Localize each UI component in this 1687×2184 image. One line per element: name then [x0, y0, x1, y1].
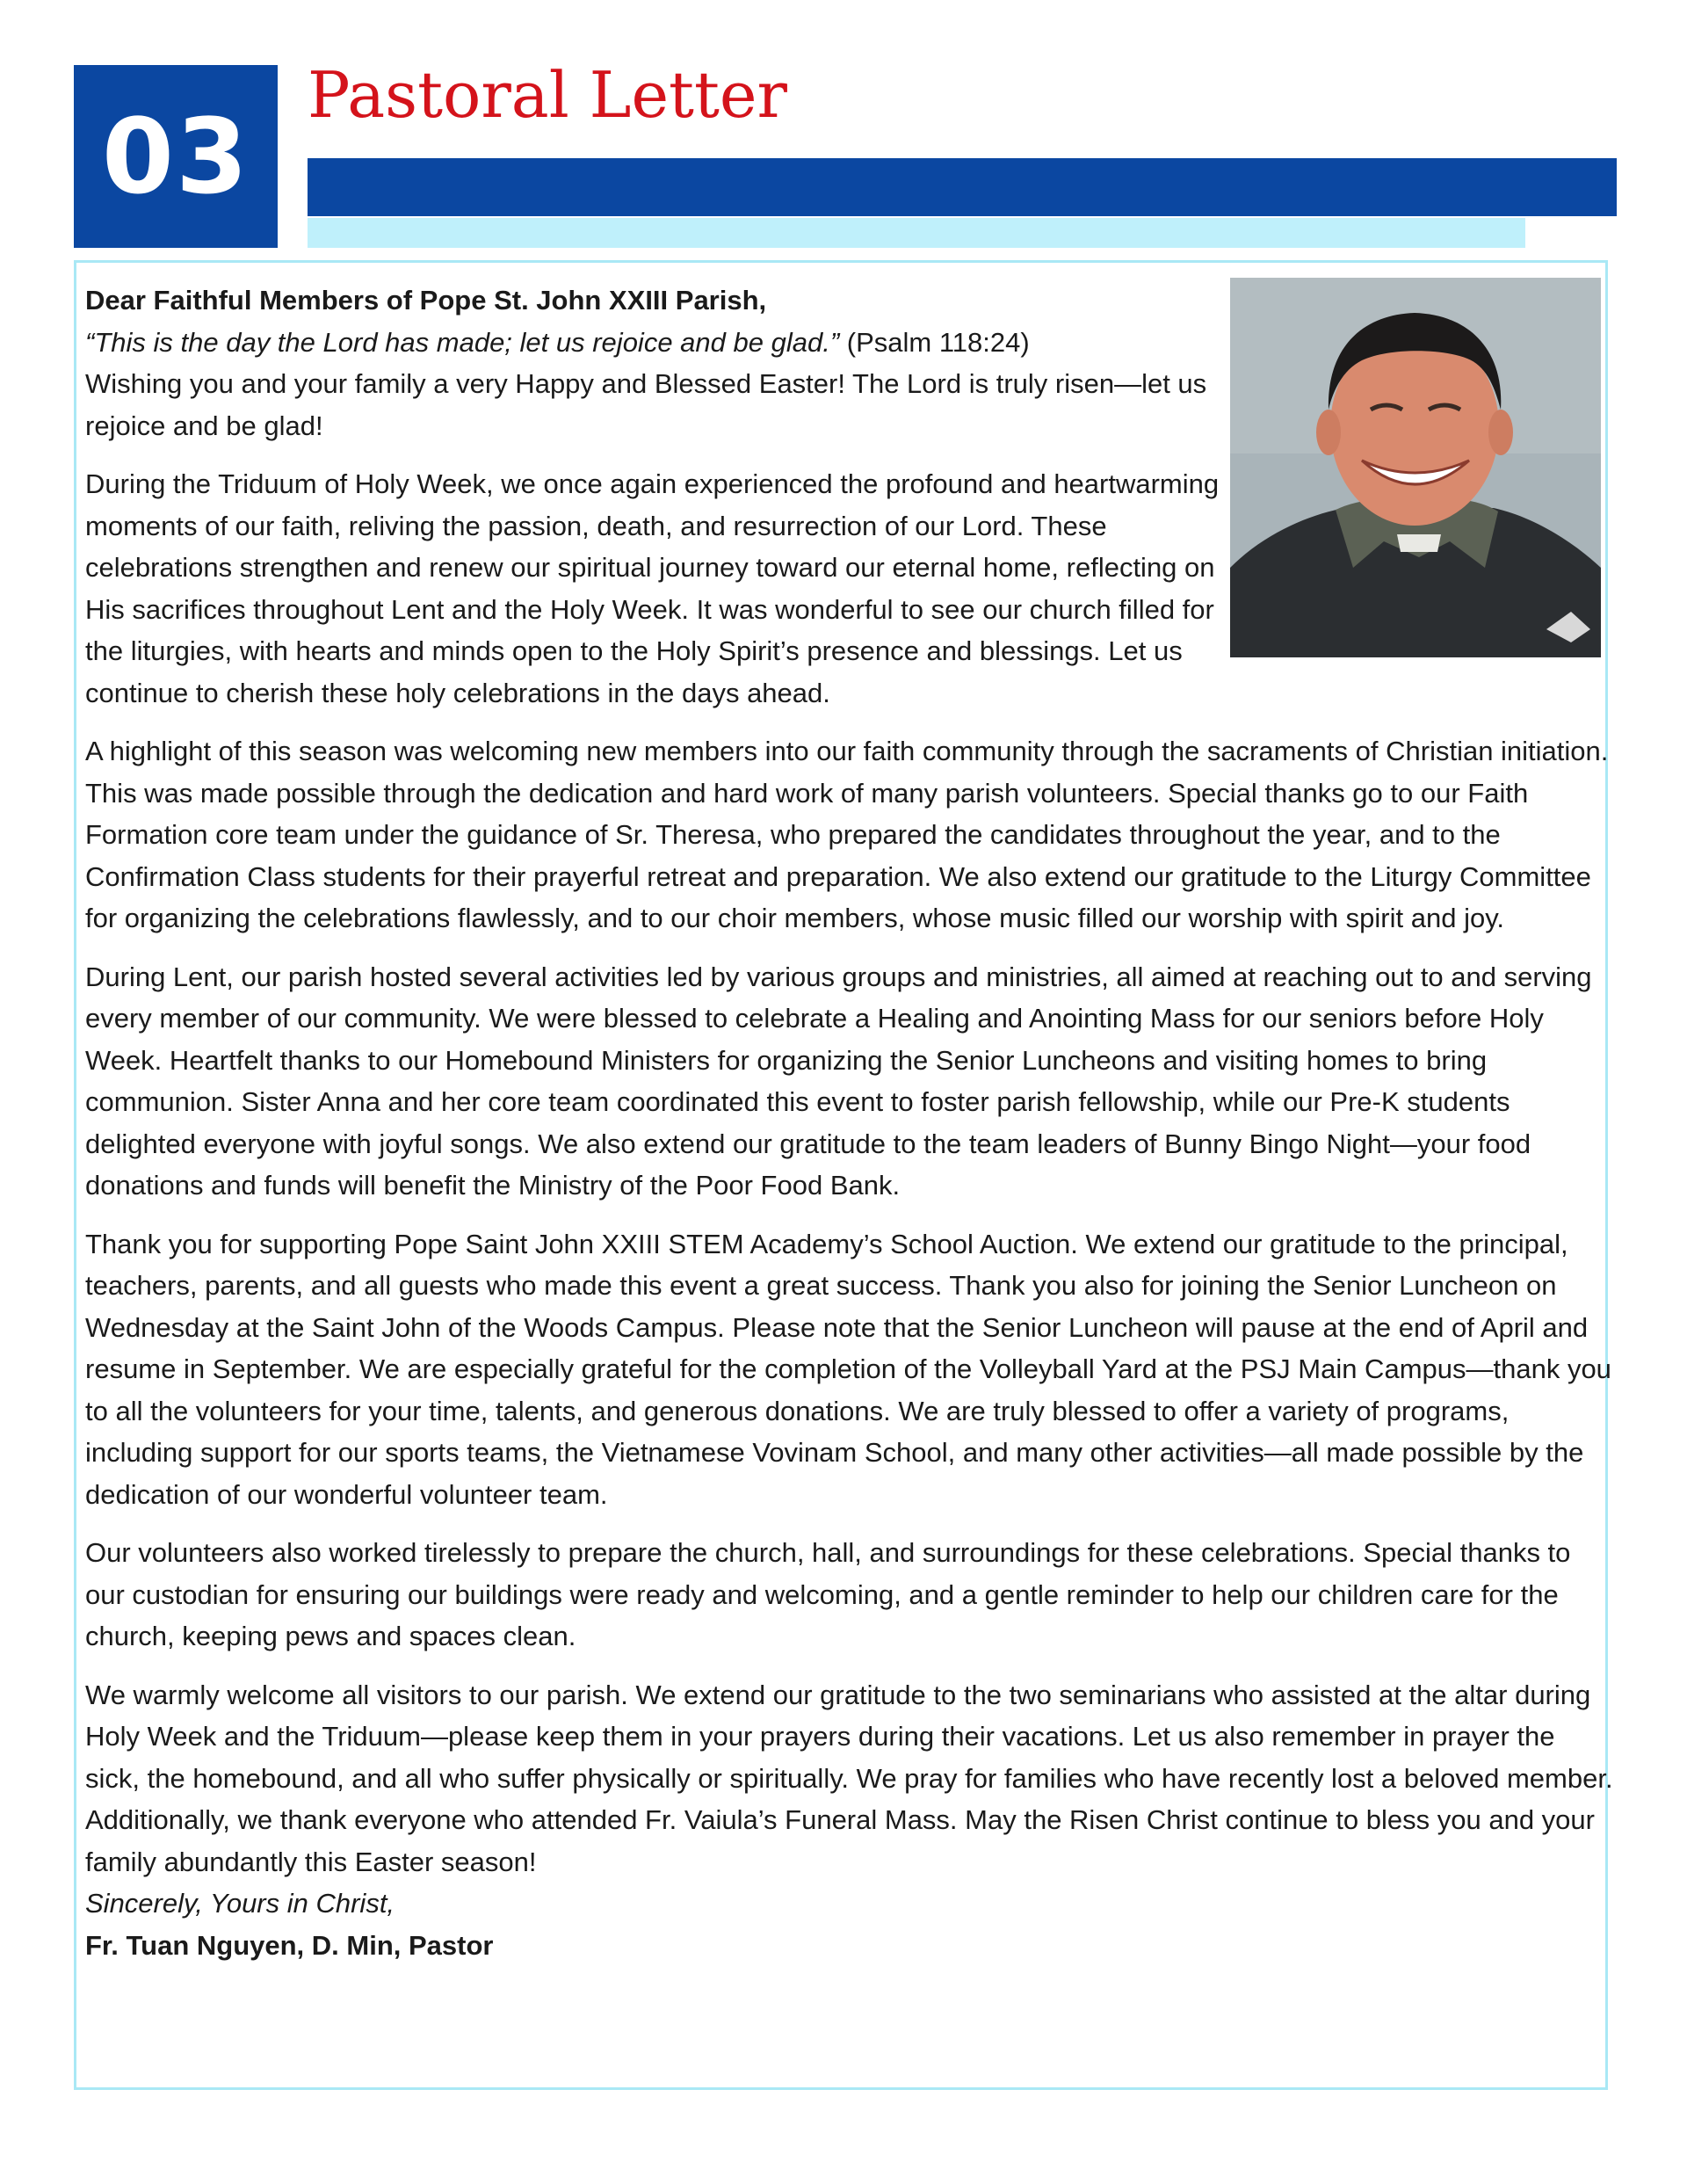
- header-bar-dark: [308, 158, 1617, 216]
- letter-paragraph: During the Triduum of Holy Week, we once again experienced the profound and heartwarming moments of our faith, reliving the passion, death, and resurrection of our Lord. These celebrations strengthen and renew our spiritual journey toward our eternal home, reflecting on His sacrifices throughout Lent and the Holy Week. It was wonderful to see our church filled for the liturgies, with hearts and minds open to the Holy Spirit’s presence and blessings. Let us continue to cherish these holy celebrations in the days ahead.: [85, 468, 1220, 708]
- letter-paragraph: Our volunteers also worked tirelessly to prepare the church, hall, and surroundings for these celebrations. Special thanks to our custodian for ensuring our buildings were ready and welcoming, and a gentle reminder to help our children care for the church, keeping pews and spaces clean.: [85, 1537, 1571, 1651]
- salutation: Dear Faithful Members of Pope St. John XXIII Parish,: [85, 285, 767, 316]
- section-number: 03: [101, 96, 250, 217]
- letter-opening: [85, 279, 1227, 446]
- letter-closing: [85, 1674, 1614, 1967]
- header-bar-light: [308, 218, 1525, 248]
- letter-paragraph: We warmly welcome all visitors to our parish. We extend our gratitude to the two seminarians who assisted at the altar during Holy Week and the Triduum—please keep them in your prayers during their vacations. Let us also remember in prayer the sick, the homebound, and all who suffer physically or spiritually. We pray for families who have recently lost a beloved member. Additionally, we thank everyone who attended Fr. Vaiula’s Funeral Mass. May the Risen Christ continue to bless you and your family abundantly this Easter season!: [85, 1679, 1613, 1877]
- closing-line: Sincerely, Yours in Christ,: [85, 1888, 395, 1919]
- letter-paragraph: Thank you for supporting Pope Saint John XXIII STEM Academy’s School Auction. We extend our gratitude to the principal, teachers, parents, and all guests who made this event a great success. Thank you also for joining the Senior Luncheon on Wednesday at the Saint John of the Woods Campus. Please note that the Senior Luncheon will pause at the end of April and resume in September. We are especially grateful for the completion of the Volleyball Yard at the PSJ Main Campus—thank you to all the volunteers for your time, talents, and generous donations. We are truly blessed to offer a variety of programs, including support for our sports teams, the Vietnamese Vovinam School, and many other activities—all made possible by the dedication of our wonderful volunteer team.: [85, 1228, 1611, 1510]
- signature: Fr. Tuan Nguyen, D. Min, Pastor: [85, 1929, 494, 1961]
- page-title: Pastoral Letter: [308, 58, 787, 132]
- letter-body: [85, 279, 1614, 1983]
- scripture-reference: (Psalm 118:24): [839, 326, 1030, 358]
- scripture-quote: “This is the day the Lord has made; let us rejoice and be glad.”: [85, 326, 840, 358]
- letter-paragraph: During Lent, our parish hosted several activities led by various groups and ministries, all aimed at reaching out to and serving every member of our community. We were blessed to celebrate a Healing and Anointing Mass for our seniors before Holy Week. Heartfelt thanks to our Homebound Ministers for organizing the Senior Luncheons and visiting homes to bring communion. Sister Anna and her core team coordinated this event to foster parish fellowship, while our Pre-K students delighted everyone with joyful songs. We also extend our gratitude to the team leaders of Bunny Bingo Night—your food donations and funds will benefit the Ministry of the Poor Food Bank.: [85, 961, 1592, 1201]
- section-number-badge: [74, 65, 278, 248]
- letter-paragraph: A highlight of this season was welcoming new members into our faith community through the sacraments of Christian initiation. This was made possible through the dedication and hard work of many parish volunteers. Special thanks go to our Faith Formation core team under the guidance of Sr. Theresa, who prepared the candidates throughout the year, and to the Confirmation Class students for their prayerful retreat and preparation. We also extend our gratitude to the Liturgy Committee for organizing the celebrations flawlessly, and to our choir members, whose music filled our worship with spirit and joy.: [85, 736, 1609, 933]
- easter-wish: Wishing you and your family a very Happy and Blessed Easter! The Lord is truly risen—let us rejoice and be glad!: [85, 368, 1207, 441]
